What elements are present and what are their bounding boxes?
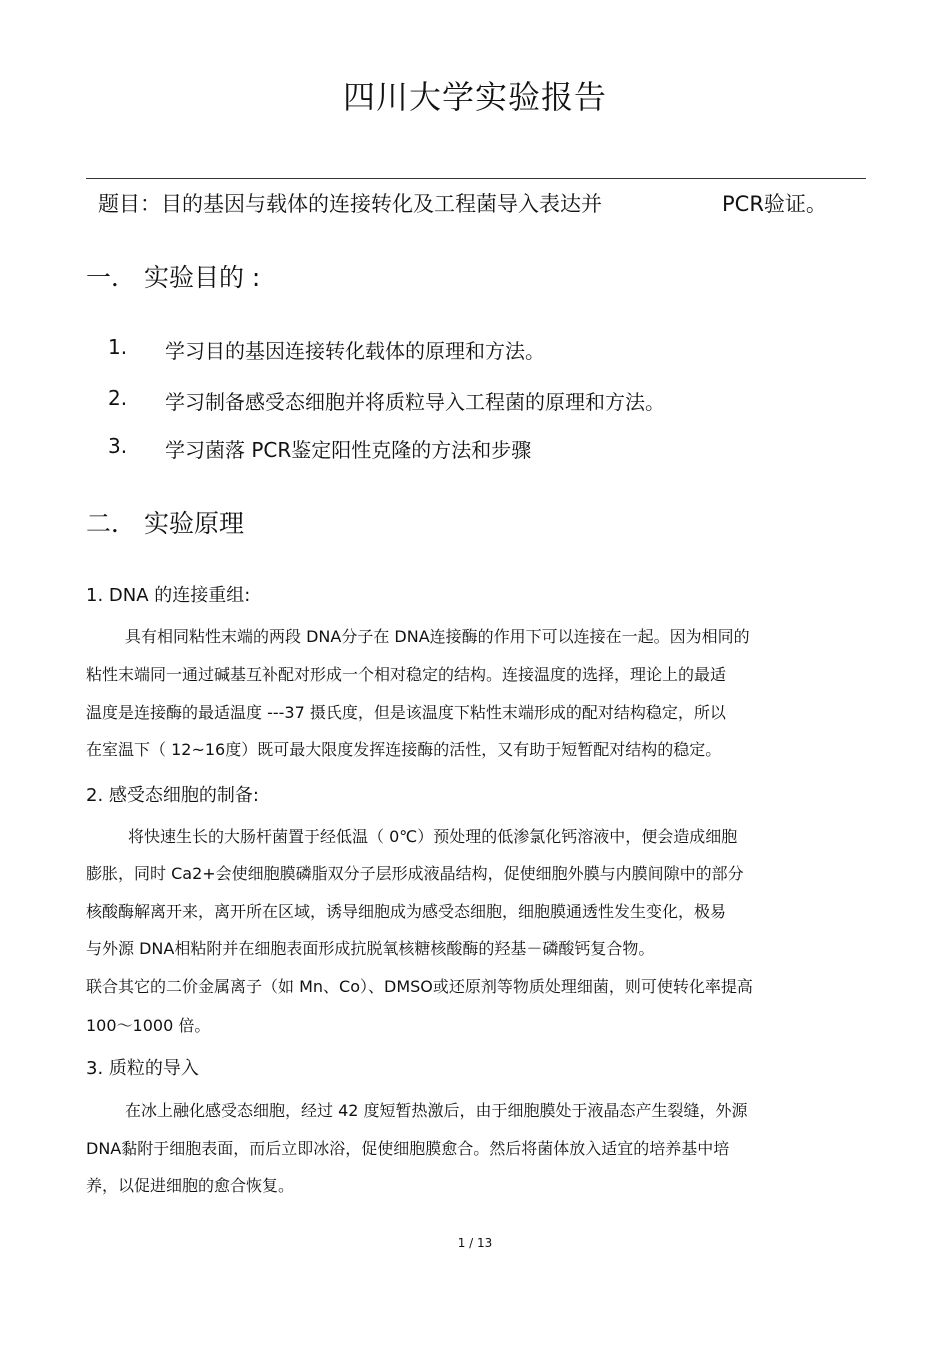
paragraph-line: 核酸酶解离开来，离开所在区域，诱导细胞成为感受态细胞，细胞膜通透性发生变化，极易 [86,902,727,921]
document-title: 四川大学实验报告 [342,78,607,116]
paragraph-line: 与外源 DNA相粘附并在细胞表面形成抗脱氧核糖核酸酶的羟基－磷酸钙复合物。 [86,939,655,958]
paragraph-line: 膨胀，同时 Ca2+会使细胞膜磷脂双分子层形成液晶结构，促使细胞外膜与内膜间隙中的部分 [86,864,744,883]
paragraph-line: 温度是连接酶的最适温度 ---37 摄氏度，但是该温度下粘性末端形成的配对结构稳定，所以 [86,703,726,722]
paragraph-line: 具有相同粘性末端的两段 DNA分子在 DNA连接酶的作用下可以连接在一起。因为相同的 [125,627,750,646]
page-number: 1 / 13 [457,1236,493,1250]
objective-text: 学习目的基因连接转化载体的原理和方法。 [165,339,545,363]
objective-text: 学习菌落 PCR鉴定阳性克隆的方法和步骤 [165,438,532,462]
paragraph-line: 养，以促进细胞的愈合恢复。 [86,1176,295,1195]
objective-text: 学习制备感受态细胞并将质粒导入工程菌的原理和方法。 [165,390,665,414]
topic-line: 题目：目的基因与载体的连接转化及工程菌导入表达并 [98,192,602,216]
paragraph-line: 在室温下（ 12~16度）既可最大限度发挥连接酶的活性，又有助于短暂配对结构的稳定。 [86,740,722,759]
topic-pcr: PCR验证。 [722,192,827,216]
subsection-heading: 2. 感受态细胞的制备: [86,785,259,806]
title-divider [86,178,866,179]
section1-heading: 一． 实验目的 : [86,263,261,292]
paragraph-line: 100～1000 倍。 [86,1016,211,1035]
paragraph-line: 联合其它的二价金属离子（如 Mn、Co）、DMSO或还原剂等物质处理细菌，则可使转化率提高 [86,977,753,996]
subsection-heading: 3. 质粒的导入 [86,1058,199,1079]
subsection-heading: 1. DNA 的连接重组: [86,585,251,606]
objective-number: 2. [108,386,128,410]
paragraph-line: DNA黏附于细胞表面，而后立即冰浴，促使细胞膜愈合。然后将菌体放入适宜的培养基中培 [86,1139,730,1158]
paragraph-line: 在冰上融化感受态细胞，经过 42 度短暂热激后，由于细胞膜处于液晶态产生裂缝，外源 [125,1101,748,1120]
paragraph-line: 将快速生长的大肠杆菌置于经低温（ 0℃）预处理的低渗氯化钙溶液中，便会造成细胞 [128,827,738,846]
paragraph-line: 粘性末端同一通过碱基互补配对形成一个相对稳定的结构。连接温度的选择，理论上的最适 [86,665,727,684]
section2-heading: 二． 实验原理 [86,509,244,538]
objective-number: 3. [108,434,128,458]
objective-number: 1. [108,335,128,359]
